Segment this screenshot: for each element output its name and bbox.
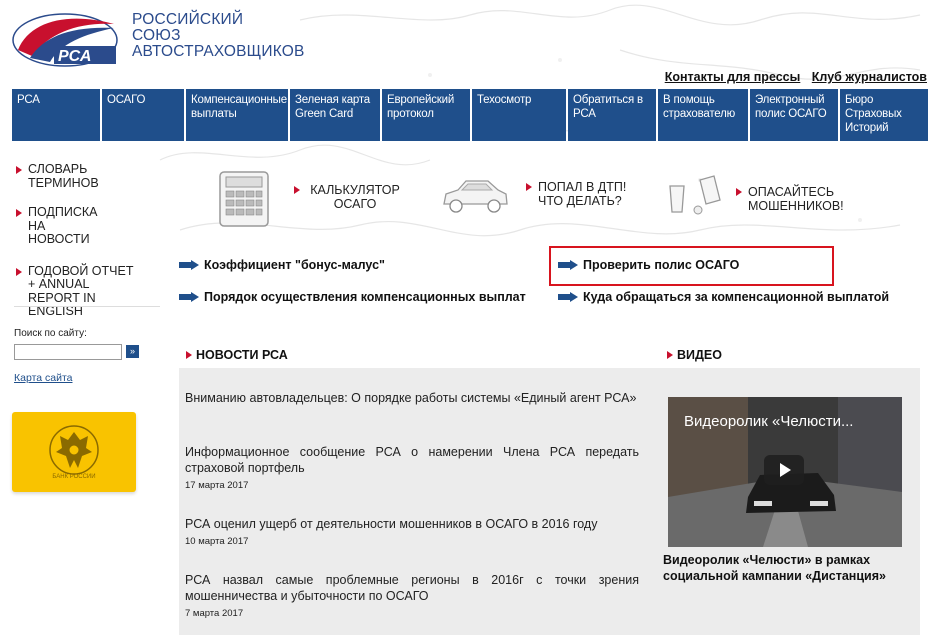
- nav-item-insured-help[interactable]: В помощь страхователю: [658, 89, 748, 141]
- nav-item-rsa[interactable]: РСА: [12, 89, 100, 141]
- play-icon[interactable]: [764, 455, 804, 485]
- fraud-warning-link[interactable]: [736, 185, 846, 213]
- where-to-apply-link[interactable]: [558, 290, 889, 304]
- payments-order-link[interactable]: [179, 290, 526, 304]
- nav-item-inspection[interactable]: Техосмотр: [472, 89, 566, 141]
- news-date: 17 марта 2017: [185, 480, 249, 491]
- calculator-icon: [218, 170, 270, 228]
- nav-item-bureau[interactable]: Бюро Страховых Историй: [840, 89, 928, 141]
- news-item: [185, 572, 639, 619]
- bank-russia-emblem-icon: [48, 424, 100, 480]
- news-title[interactable]: Вниманию автовладельцев: О порядке работы системы «Единый агент РСА»: [185, 391, 637, 405]
- car-icon: [440, 176, 510, 216]
- news-date: 7 марта 2017: [185, 608, 244, 619]
- arrow-right-icon: [179, 292, 199, 302]
- check-policy-label: Проверить полис ОСАГО: [583, 258, 740, 272]
- org-name: [132, 12, 305, 60]
- press-contacts-link[interactable]: Контакты для прессы: [664, 70, 801, 84]
- news-title[interactable]: РСА назвал самые проблемные регионы в 2016г с точки зрения мошенничества и убыточности по ОСАГО: [185, 573, 639, 603]
- nav-item-compensation[interactable]: Компенсационные выплаты: [186, 89, 288, 141]
- news-item: [185, 444, 639, 491]
- video-overlay-title: Видеоролик «Челюсти...: [684, 413, 854, 430]
- accident-label: ПОПАЛ В ДТП! ЧТО ДЕЛАТЬ?: [526, 180, 636, 208]
- news-item: [185, 390, 639, 406]
- shell-game-cups-icon: [664, 172, 724, 218]
- fraud-warning-label: ОПАСАЙТЕСЬ МОШЕННИКОВ!: [736, 185, 836, 213]
- calculator-link[interactable]: [294, 183, 404, 211]
- arrow-right-icon: [558, 260, 578, 270]
- news-title[interactable]: РСА оценил ущерб от деятельности мошенников в ОСАГО в 2016 году: [185, 517, 598, 531]
- accident-link[interactable]: [526, 180, 646, 208]
- video-player[interactable]: [668, 397, 902, 547]
- left-menu: [14, 163, 160, 334]
- nav-item-euro-protocol[interactable]: Европейский протокол: [382, 89, 470, 141]
- bonus-malus-link[interactable]: [179, 258, 385, 272]
- video-heading[interactable]: ВИДЕО: [667, 348, 722, 362]
- arrow-right-icon: [179, 260, 199, 270]
- logo-text: РСА: [58, 48, 92, 65]
- org-name-line-3: АВТОСТРАХОВЩИКОВ: [132, 43, 305, 60]
- search-button[interactable]: »: [126, 345, 139, 358]
- nav-item-e-osago[interactable]: Электронный полис ОСАГО: [750, 89, 838, 141]
- news-date: 10 марта 2017: [185, 536, 249, 547]
- news-heading[interactable]: НОВОСТИ РСА: [186, 348, 288, 362]
- search-input[interactable]: [14, 344, 122, 360]
- nav-item-osago[interactable]: ОСАГО: [102, 89, 184, 141]
- news-title[interactable]: Информационное сообщение РСА о намерении Члена РСА передать страховой портфель: [185, 445, 639, 475]
- calculator-label: КАЛЬКУЛЯТОР ОСАГО: [294, 183, 404, 211]
- bank-text: БАНК РОССИИ: [52, 474, 96, 480]
- org-name-line-1: РОССИЙСКИЙ: [132, 11, 244, 28]
- left-divider: [14, 306, 160, 307]
- bonus-malus-label: Коэффициент "бонус-малус": [204, 258, 385, 272]
- journalists-club-link[interactable]: Клуб журналистов: [811, 70, 927, 84]
- top-links: [657, 70, 927, 84]
- org-name-line-2: СОЮЗ: [132, 27, 181, 44]
- rsa-logo[interactable]: [10, 10, 120, 68]
- video-caption[interactable]: Видеоролик «Челюсти» в рамках социальной кампании «Дистанция»: [663, 553, 886, 583]
- sitemap-link[interactable]: Карта сайта: [14, 372, 73, 384]
- left-item-subscription[interactable]: ПОДПИСКА НА НОВОСТИ: [14, 206, 104, 247]
- payments-order-label: Порядок осуществления компенсационных выплат: [204, 290, 526, 304]
- nav-item-contact-rsa[interactable]: Обратиться в РСА: [568, 89, 656, 141]
- left-item-annual-report[interactable]: ГОДОВОЙ ОТЧЕТ + ANNUAL REPORT IN ENGLISH: [14, 265, 144, 319]
- left-item-glossary[interactable]: СЛОВАРЬ ТЕРМИНОВ: [14, 163, 94, 190]
- arrow-right-icon: [558, 292, 578, 302]
- nav-item-green-card[interactable]: Зеленая карта Green Card: [290, 89, 380, 141]
- main-nav: [12, 89, 928, 141]
- where-to-apply-label: Куда обращаться за компенсационной выплатой: [583, 290, 890, 304]
- search-label: Поиск по сайту:: [14, 328, 87, 339]
- news-item: [185, 516, 639, 547]
- check-policy-link[interactable]: [558, 258, 739, 272]
- bank-russia-banner[interactable]: [12, 412, 136, 492]
